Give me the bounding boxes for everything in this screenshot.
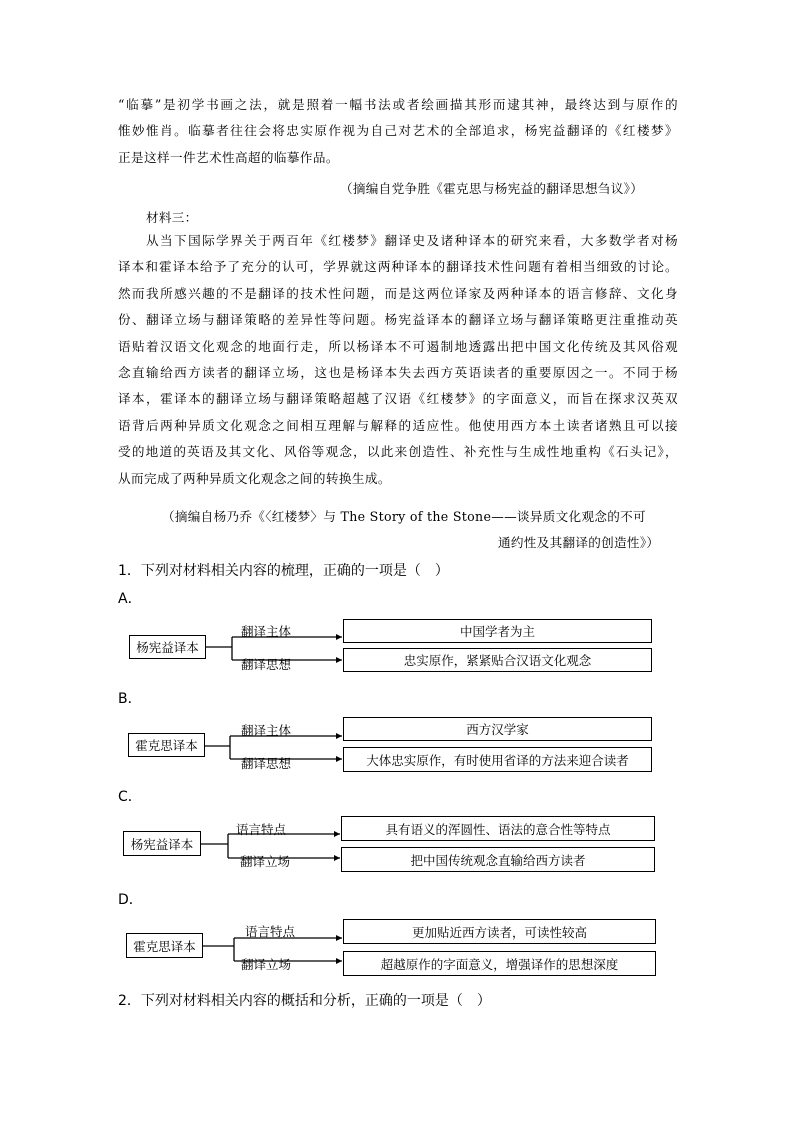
text-line: 语背后两种异质文化观念之间相互理解与解释的适应性。他使用西方本土读者诸熟且可以接 [118,417,678,433]
text-line: 受的地道的英语及其文化、风俗等观念，以此来创造性、补充性与生成性地重构《石头记》， [118,444,678,460]
option-a-branch1-label: 翻译主体 [241,624,292,639]
text-line: “临摹”是初学书画之法，就是照着一幅书法或者绘画描其形而逮其神，最终达到与原作的 [118,97,678,112]
option-d-branch1-box: 更加贴近西方读者，可读性较高 [343,919,656,944]
text-line: 份、翻译立场与翻译策略的差异性等问题。杨宪益译本的翻译立场与翻译策略更注重推动英 [118,312,678,328]
option-d-branch2-box: 超越原作的字面意义，增强译作的思想深度 [343,951,656,976]
option-d-root-box: 霍克思译本 [126,933,203,958]
option-a-branch2-label: 翻译思想 [241,657,292,672]
option-d-branch2-label: 翻译立场 [241,957,292,972]
option-c-root-box: 杨宪益译本 [123,831,201,856]
text-line: 从当下国际学界关于两百年《红楼梦》翻译史及诸种译本的研究来看，大多数学者对杨 [146,233,678,248]
option-b-branch2-box: 大体忠实原作，有时使用省译的方法来迎合读者 [343,747,652,772]
text-line: 译本，霍译本的翻译立场与翻译策略超越了汉语《红楼梦》的字面意义，而旨在探求汉英双 [118,391,678,407]
option-a-branch1-box: 中国学者为主 [343,619,652,643]
text-line: 念直输给西方读者的翻译立场，这也是杨译本失去西方英语读者的重要原因之一。不同于杨 [118,364,678,380]
option-b-root-box: 霍克思译本 [128,733,205,757]
option-a-root-box: 杨宪益译本 [129,635,206,659]
option-b-letter[interactable]: B． [118,691,142,707]
option-b-branch2-label: 翻译思想 [241,756,292,771]
text-line: 从而完成了两种异质文化观念之间的转换生成。 [118,470,391,486]
passage-paragraph-1 [118,92,678,171]
text-line: 正是这样一件艺术性高超的临摹作品。 [118,149,339,165]
source-citation-2-line-1: （摘编自杨乃乔《〈红楼梦〉与 The Story of the Stone——谈异质文化观念的不可 [162,509,646,524]
option-c-branch1-box: 具有语义的浑圆性、语法的意合性等特点 [341,816,655,841]
option-c-branch2-label: 翻译立场 [240,854,291,869]
option-c-letter[interactable]: C． [118,789,142,805]
option-b-branch1-box: 西方汉学家 [343,717,652,741]
text-line: 惟妙惟肖。临摹者往往会将忠实原作视为自己对艺术的全部追求，杨宪益翻译的《红楼梦》 [118,123,678,139]
option-d-letter[interactable]: D． [118,892,143,908]
question-2-stem: 2．下列对材料相关内容的概括和分析，正确的一项是（ ） [118,993,491,1009]
text-line: 译本和霍译本给予了充分的认可，学界就这两种译本的翻译技术性问题有着相当细致的讨论。 [118,259,678,275]
option-b-branch1-label: 翻译主体 [241,723,292,738]
source-citation-1: （摘编自党争胜《霍克思与杨宪益的翻译思想刍议》） [340,181,644,196]
text-line: 语贴着汉语文化观念的地面行走，所以杨译本不可遏制地透露出把中国文化传统及其风俗观 [118,338,678,354]
passage-paragraph-2 [118,228,678,492]
option-c-branch1-label: 语言特点 [236,822,287,837]
question-1-stem: 1．下列对材料相关内容的梳理，正确的一项是（ ） [118,563,449,579]
material-3-label: 材料三： [146,210,198,225]
source-citation-2-line-2: 通约性及其翻译的创造性》） [498,535,660,550]
option-a-branch2-box: 忠实原作，紧紧贴合汉语文化观念 [343,648,652,672]
option-a-letter[interactable]: A． [118,591,142,607]
text-line: 然而我所感兴趣的不是翻译的技术性问题，而是这两位译家及两种译本的语言修辞、文化身 [118,285,678,301]
option-c-branch2-box: 把中国传统观念直输给西方读者 [341,847,655,872]
option-d-branch1-label: 语言特点 [245,924,296,939]
